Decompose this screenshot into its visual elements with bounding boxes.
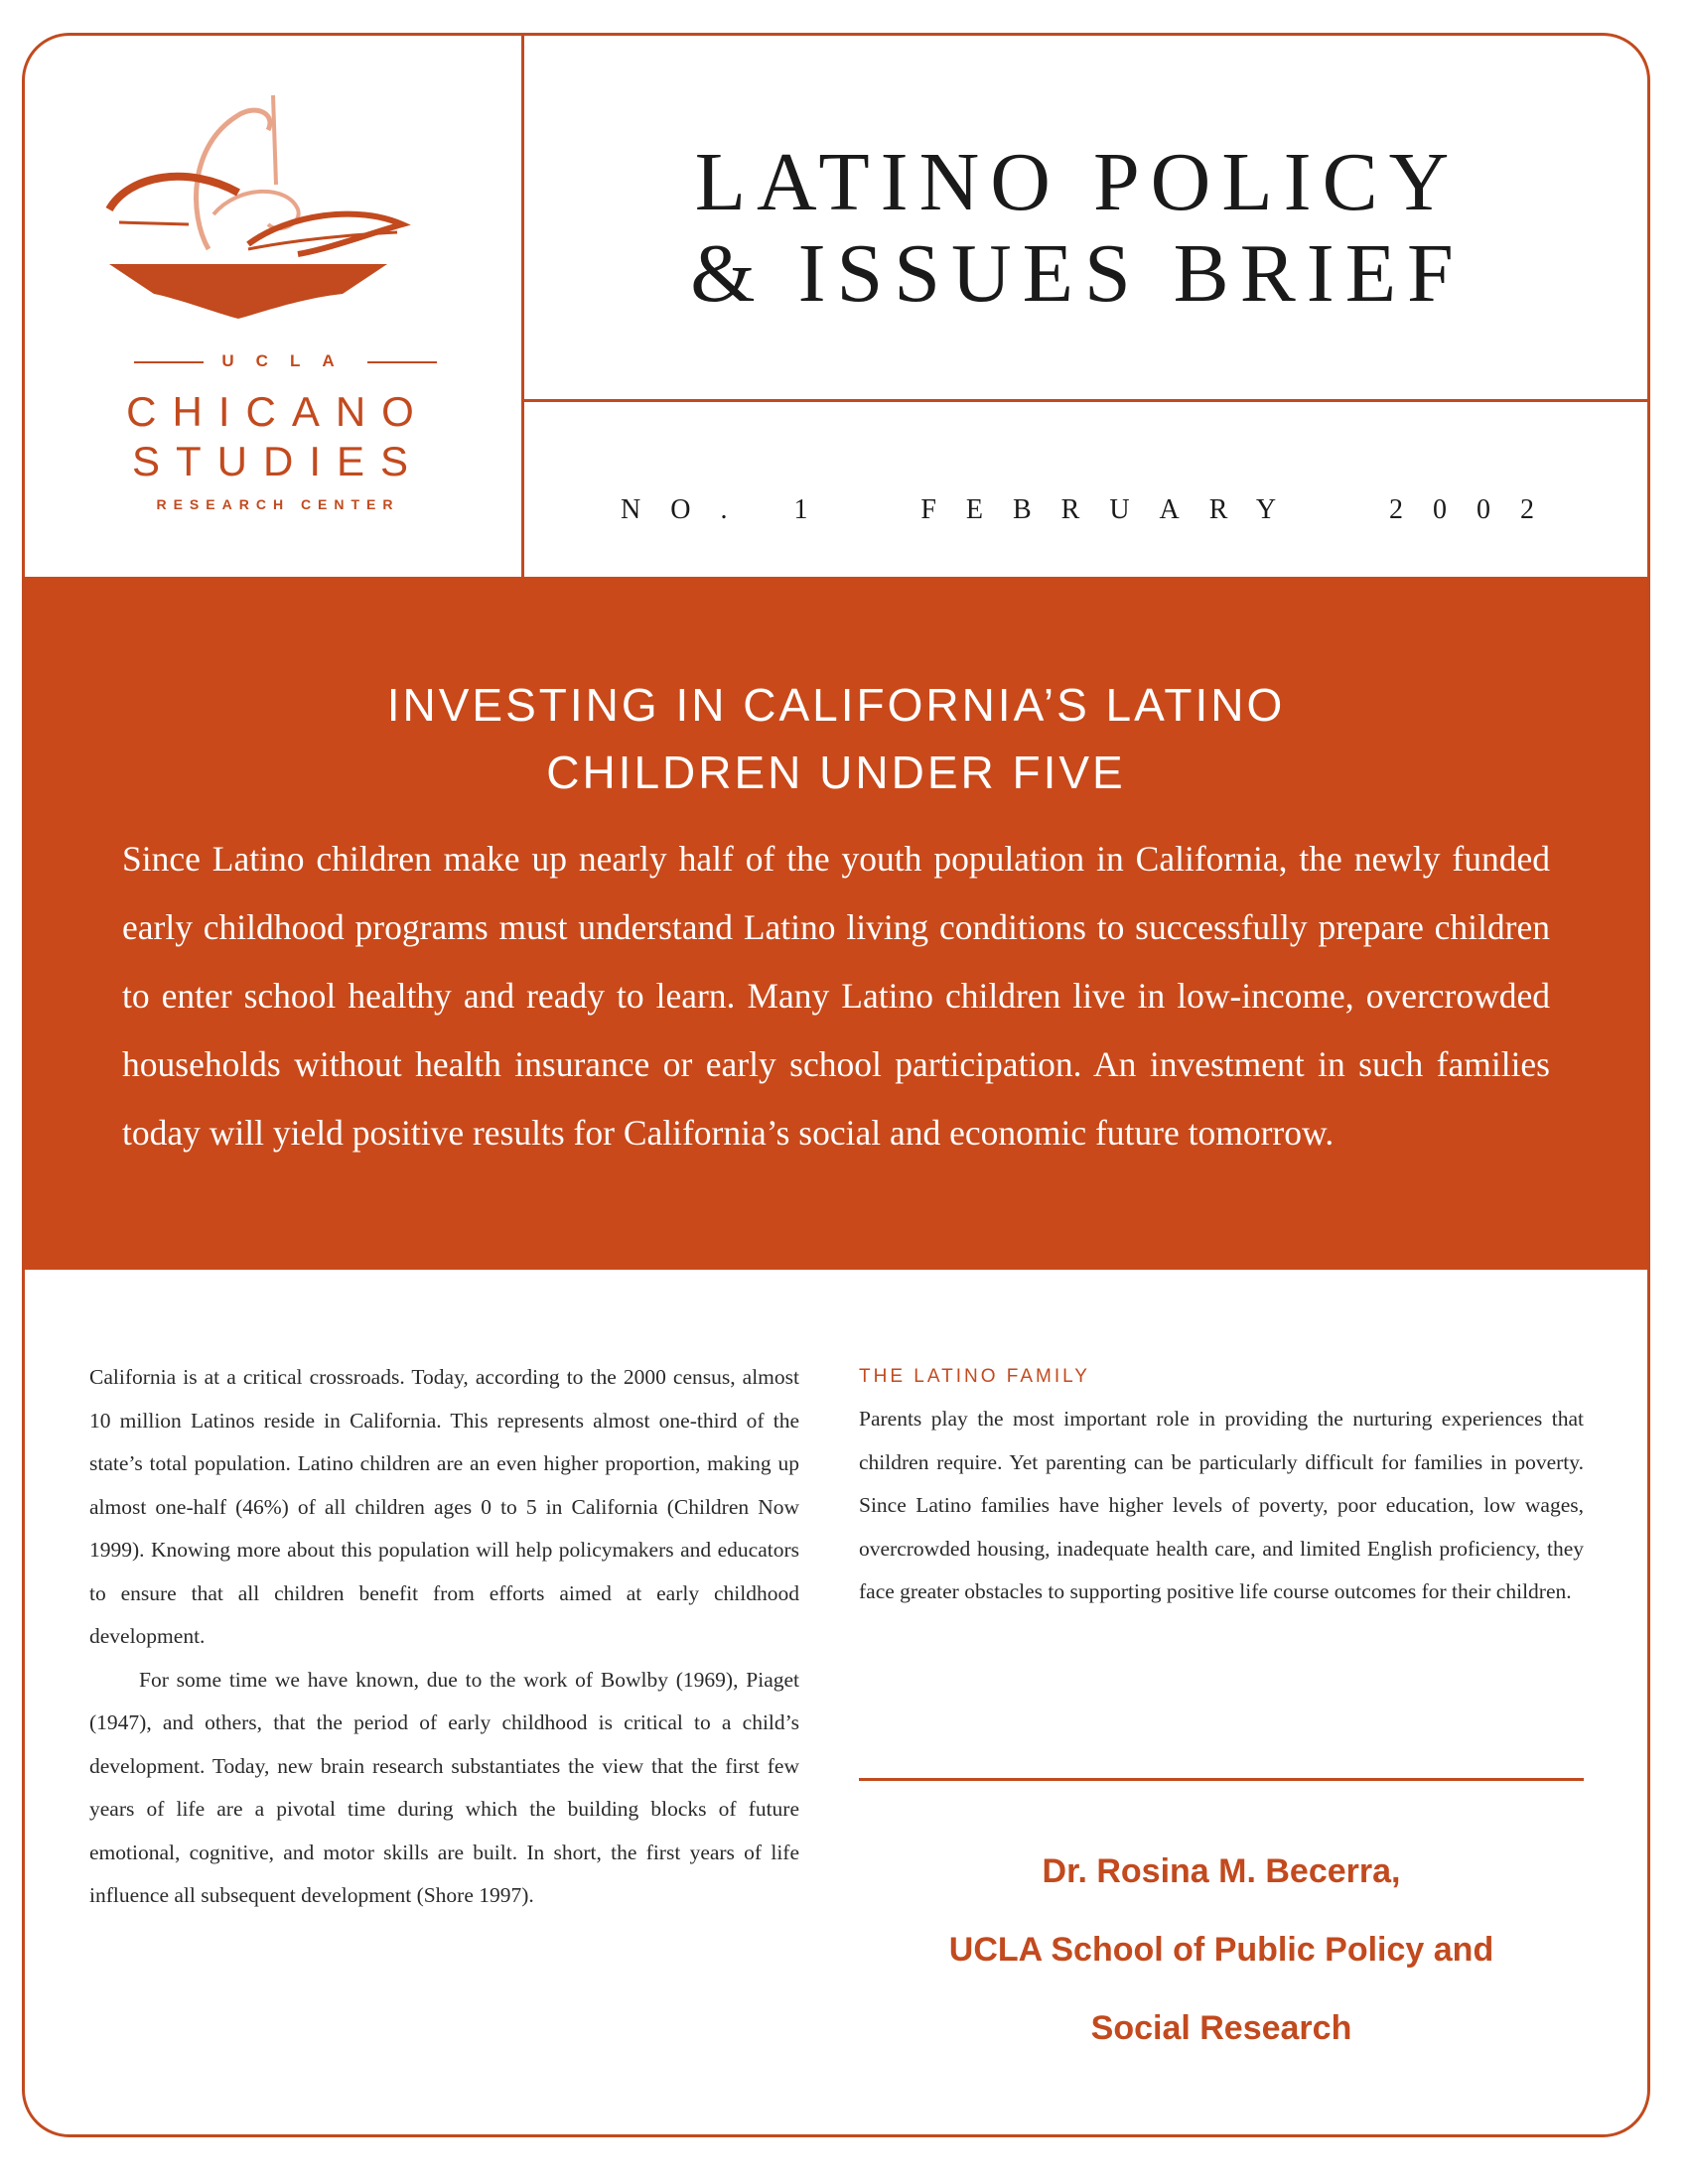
author-affiliation-line2: Social Research <box>1090 2009 1352 2047</box>
issue-month: FEBRUARY <box>920 494 1307 525</box>
headline-line1: INVESTING IN CALIFORNIA’S LATINO <box>386 679 1286 731</box>
author-block <box>859 1833 1584 2068</box>
body-paragraph-2: For some time we have known, due to the work of Bowlby (1969), Piaget (1947), and others, that the period of early childhood is critical to a child’s development. Today, new brain research substantiates the view that the first few years of life are a pivotal time during which the building blocks of future emotional, cognitive, and motor skills are built. In short, the first years of life influence all subsequent development (Shore 1997). <box>89 1667 799 1907</box>
issue-year: 2002 <box>1389 494 1564 525</box>
logo-research-center: RESEARCH CENTER <box>156 496 400 512</box>
right-column <box>859 1366 1584 1614</box>
section-heading: THE LATINO FAMILY <box>859 1366 1090 1387</box>
header-horizontal-divider <box>524 399 1647 402</box>
brief-page-frame <box>22 33 1650 2137</box>
left-column <box>89 1356 799 1918</box>
headline <box>84 671 1588 806</box>
header-vertical-divider <box>521 36 524 577</box>
intro-paragraph: Since Latino children make up nearly half of the youth population in California, the newly funded early childhood programs must understand Latino living conditions to successfully prepare children to enter school healthy and ready to learn. Many Latino children live in low-income, overcrowded households without health insurance or early school participation. An investment in such families today will yield positive results for California’s social and economic future tomorrow. <box>122 839 1550 1153</box>
headline-line2: CHILDREN UNDER FIVE <box>546 747 1126 798</box>
issue-line <box>621 494 1564 526</box>
author-rule <box>859 1778 1584 1781</box>
body-paragraph-1: California is at a critical crossroads. Today, according to the 2000 census, almost 10 million Latinos reside in California. This represents almost one-third of the state’s total population. Latino children are an even higher proportion, making up almost one-half (46%) of all children ages 0 to 5 in California (Children Now 1999). Knowing more about this population will help policymakers and educators to ensure that all children benefit from efforts aimed at early childhood development. <box>89 1365 799 1648</box>
open-book-icon <box>99 75 457 334</box>
logo-ucla-row <box>114 351 442 371</box>
headline-banner <box>25 577 1647 1270</box>
brief-title-line1: LATINO POLICY <box>694 136 1461 228</box>
author-name: Dr. Rosina M. Becerra, <box>1042 1852 1401 1890</box>
issue-number: NO. 1 <box>621 494 838 525</box>
logo-chicano: CHICANO <box>126 388 430 435</box>
author-affiliation-line1: UCLA School of Public Policy and <box>948 1931 1494 1969</box>
brief-title-line2: & ISSUES BRIEF <box>690 227 1465 320</box>
brief-title <box>561 137 1594 320</box>
logo-rule-right <box>367 361 437 363</box>
logo-ucla: UCLA <box>221 351 356 370</box>
logo-studies: STUDIES <box>131 438 425 484</box>
section-paragraph: Parents play the most important role in providing the nurturing experiences that children require. Yet parenting can be particularly difficult for families in poverty. Since Latino families have higher levels of poverty, poor education, low wages, overcrowded housing, inadequate health care, and limited English proficiency, they face greater obstacles to supporting positive life course outcomes for their children. <box>859 1407 1584 1603</box>
